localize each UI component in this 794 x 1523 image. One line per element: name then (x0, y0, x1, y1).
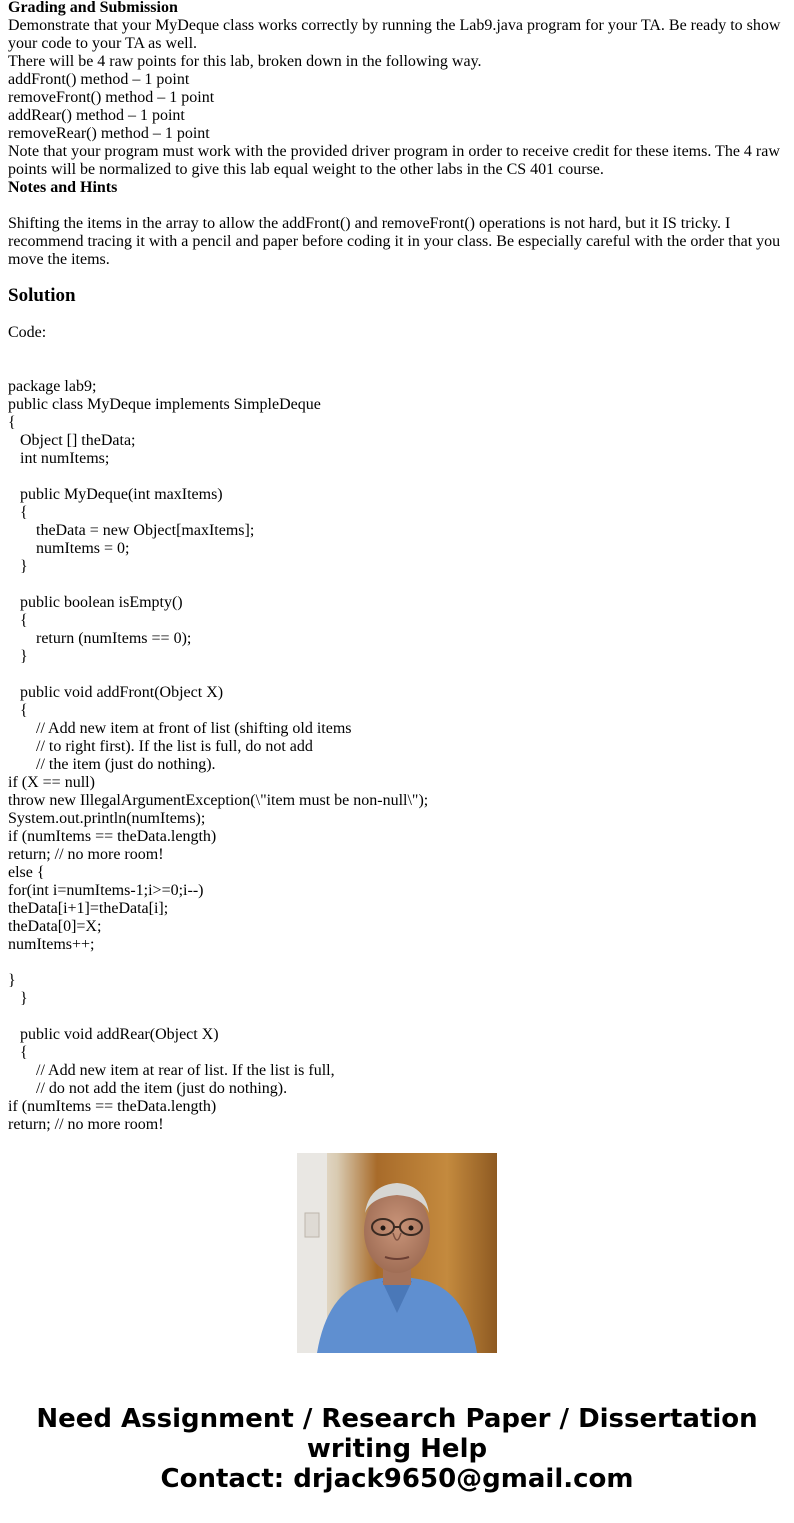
code-line: public MyDeque(int maxItems) (8, 486, 223, 503)
code-line: theData = new Object[maxItems]; (8, 522, 255, 539)
grading-line-7: Note that your program must work with the provided driver program in order to receive credit for these items. The 4 raw points will be normalized to give this lab equal weight to the other labs in the CS 401 course. (8, 143, 784, 178)
code-line: } (8, 648, 28, 665)
code-line: public void addFront(Object X) (8, 684, 224, 701)
code-line: if (numItems == theData.length) (8, 828, 217, 845)
code-line: if (numItems == theData.length) (8, 1098, 217, 1115)
code-line: package lab9; (8, 378, 97, 395)
code-line: public void addRear(Object X) (8, 1026, 219, 1043)
person-portrait-icon (297, 1153, 497, 1353)
code-line: } (8, 990, 28, 1007)
code-block (8, 360, 786, 1133)
document-body (8, 0, 786, 1133)
grading-line-6: removeRear() method – 1 point (8, 125, 210, 142)
code-line: // Add new item at front of list (shifting old items (8, 720, 352, 737)
code-line: Object [] theData; (8, 432, 136, 449)
code-line: System.out.println(numItems); (8, 810, 206, 827)
code-line: numItems++; (8, 936, 95, 953)
code-line: theData[i+1]=theData[i]; (8, 900, 169, 917)
code-line (8, 468, 786, 486)
code-line: { (8, 1044, 28, 1061)
promo-contact: Contact: drjack9650@gmail.com (160, 1464, 634, 1494)
notes-text: Shifting the items in the array to allow the addFront() and removeFront() operations is not hard, but it IS tricky. I recommend tracing it with a pencil and paper before coding it in your class. Be especially careful with the order that you move the items. (8, 215, 785, 268)
grading-line-4: removeFront() method – 1 point (8, 89, 215, 106)
code-line: for(int i=numItems-1;i>=0;i--) (8, 882, 204, 899)
code-line: // to right first). If the list is full, do not add (8, 738, 313, 755)
code-line: // Add new item at rear of list. If the list is full, (8, 1062, 335, 1079)
code-line (8, 576, 786, 594)
code-label: Code: (8, 324, 47, 341)
code-line: theData[0]=X; (8, 918, 102, 935)
code-line: return; // no more room! (8, 846, 164, 863)
code-line: // the item (just do nothing). (8, 756, 216, 773)
code-line: numItems = 0; (8, 540, 130, 557)
promo-line-2: writing Help (306, 1434, 488, 1464)
promo-banner (0, 1404, 794, 1494)
grading-line-3: addFront() method – 1 point (8, 71, 190, 88)
code-line: else { (8, 864, 45, 881)
blank-spacer (8, 197, 786, 215)
code-line (8, 360, 786, 378)
grading-line-1: Demonstrate that your MyDeque class works correctly by running the Lab9.java program for your TA. Be ready to show your code to your TA as well. (8, 17, 785, 52)
code-line: return; // no more room! (8, 1116, 164, 1133)
portrait-photo (297, 1153, 497, 1353)
grading-line-2: There will be 4 raw points for this lab, broken down in the following way. (8, 53, 482, 70)
code-line: int numItems; (8, 450, 110, 467)
promo-line-1: Need Assignment / Research Paper / Dissertation (36, 1404, 758, 1434)
code-line: { (8, 702, 28, 719)
code-line: } (8, 972, 16, 989)
notes-heading: Notes and Hints (8, 179, 118, 196)
grading-line-5: addRear() method – 1 point (8, 107, 185, 124)
code-line: public class MyDeque implements SimpleDeque (8, 396, 321, 413)
code-line: // do not add the item (just do nothing). (8, 1080, 288, 1097)
code-line (8, 666, 786, 684)
blank-spacer (8, 342, 786, 360)
code-line: { (8, 612, 28, 629)
solution-heading: Solution (8, 285, 76, 306)
code-line: if (X == null) (8, 774, 95, 791)
code-line: } (8, 558, 28, 575)
code-line: { (8, 414, 16, 431)
code-line (8, 1008, 786, 1026)
code-line (8, 954, 786, 972)
grading-heading: Grading and Submission (8, 0, 178, 16)
code-line: public boolean isEmpty() (8, 594, 183, 611)
code-line: { (8, 504, 28, 521)
code-line: throw new IllegalArgumentException(\"item must be non-null\"); (8, 792, 429, 809)
code-line: return (numItems == 0); (8, 630, 192, 647)
